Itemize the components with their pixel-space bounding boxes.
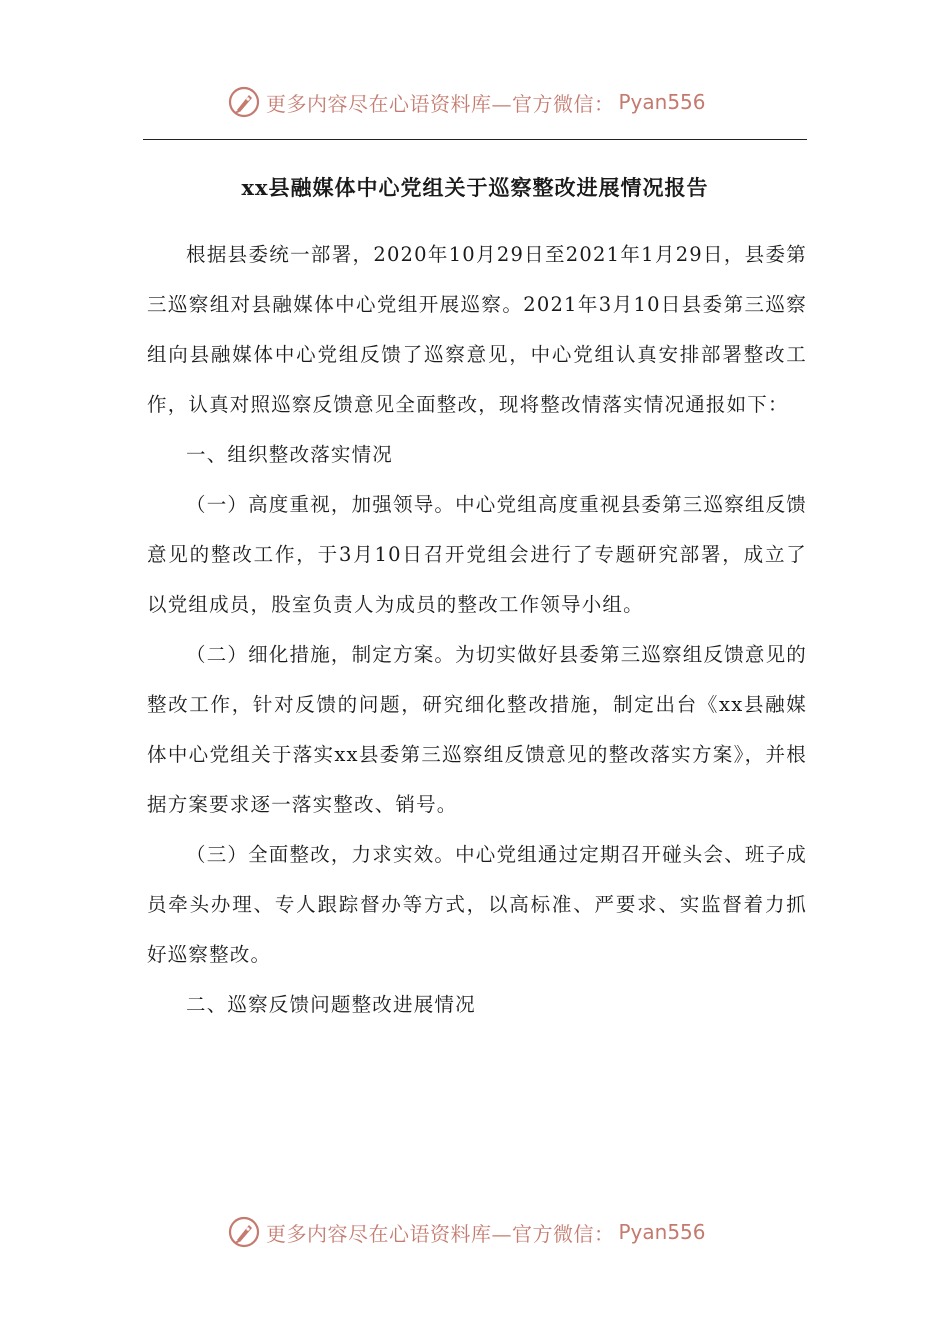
pen-logo-icon bbox=[228, 1216, 260, 1248]
section-heading-1: 一、组织整改落实情况 bbox=[186, 443, 394, 466]
pen-logo-icon bbox=[228, 86, 260, 118]
document-title: xx县融媒体中心党组关于巡察整改进展情况报告 bbox=[241, 175, 709, 200]
paragraph-item-2: （二）细化措施，制定方案。为切实做好县委第三巡察组反馈意见的整改工作，针对反馈的问题，研究细化整改措施，制定出台《xx县融媒体中心党组关于落实xx县委第三巡察组反馈意见的整改落实方案》，并根据方案要求逐一落实整改、销号。 bbox=[147, 643, 808, 816]
document-body bbox=[147, 230, 807, 1030]
section-heading-2: 二、巡察反馈问题整改进展情况 bbox=[186, 993, 476, 1016]
header-banner-wechat-id: Pyan556 bbox=[618, 90, 706, 114]
footer-banner-text: 更多内容尽在心语资料库—官方微信： bbox=[266, 1221, 615, 1246]
footer-banner bbox=[228, 1212, 706, 1252]
paragraph-intro: 根据县委统一部署，2020年10月29日至2021年1月29日，县委第三巡察组对县融媒体中心党组开展巡察。2021年3月10日县委第三巡察组向县融媒体中心党组反馈了巡察意见，中心党组认真安排部署整改工作，认真对照巡察反馈意见全面整改，现将整改情落实情况通报如下： bbox=[147, 243, 807, 416]
header-banner bbox=[228, 82, 706, 122]
footer-banner-wechat-id: Pyan556 bbox=[618, 1220, 706, 1244]
paragraph-item-1: （一）高度重视，加强领导。中心党组高度重视县委第三巡察组反馈意见的整改工作，于3月10日召开党组会进行了专题研究部署，成立了以党组成员，股室负责人为成员的整改工作领导小组。 bbox=[147, 493, 808, 616]
header-banner-text: 更多内容尽在心语资料库—官方微信： bbox=[266, 91, 615, 116]
header-divider bbox=[143, 139, 807, 140]
paragraph-item-3: （三）全面整改，力求实效。中心党组通过定期召开碰头会、班子成员牵头办理、专人跟踪督办等方式，以高标准、严要求、实监督着力抓好巡察整改。 bbox=[147, 843, 808, 966]
